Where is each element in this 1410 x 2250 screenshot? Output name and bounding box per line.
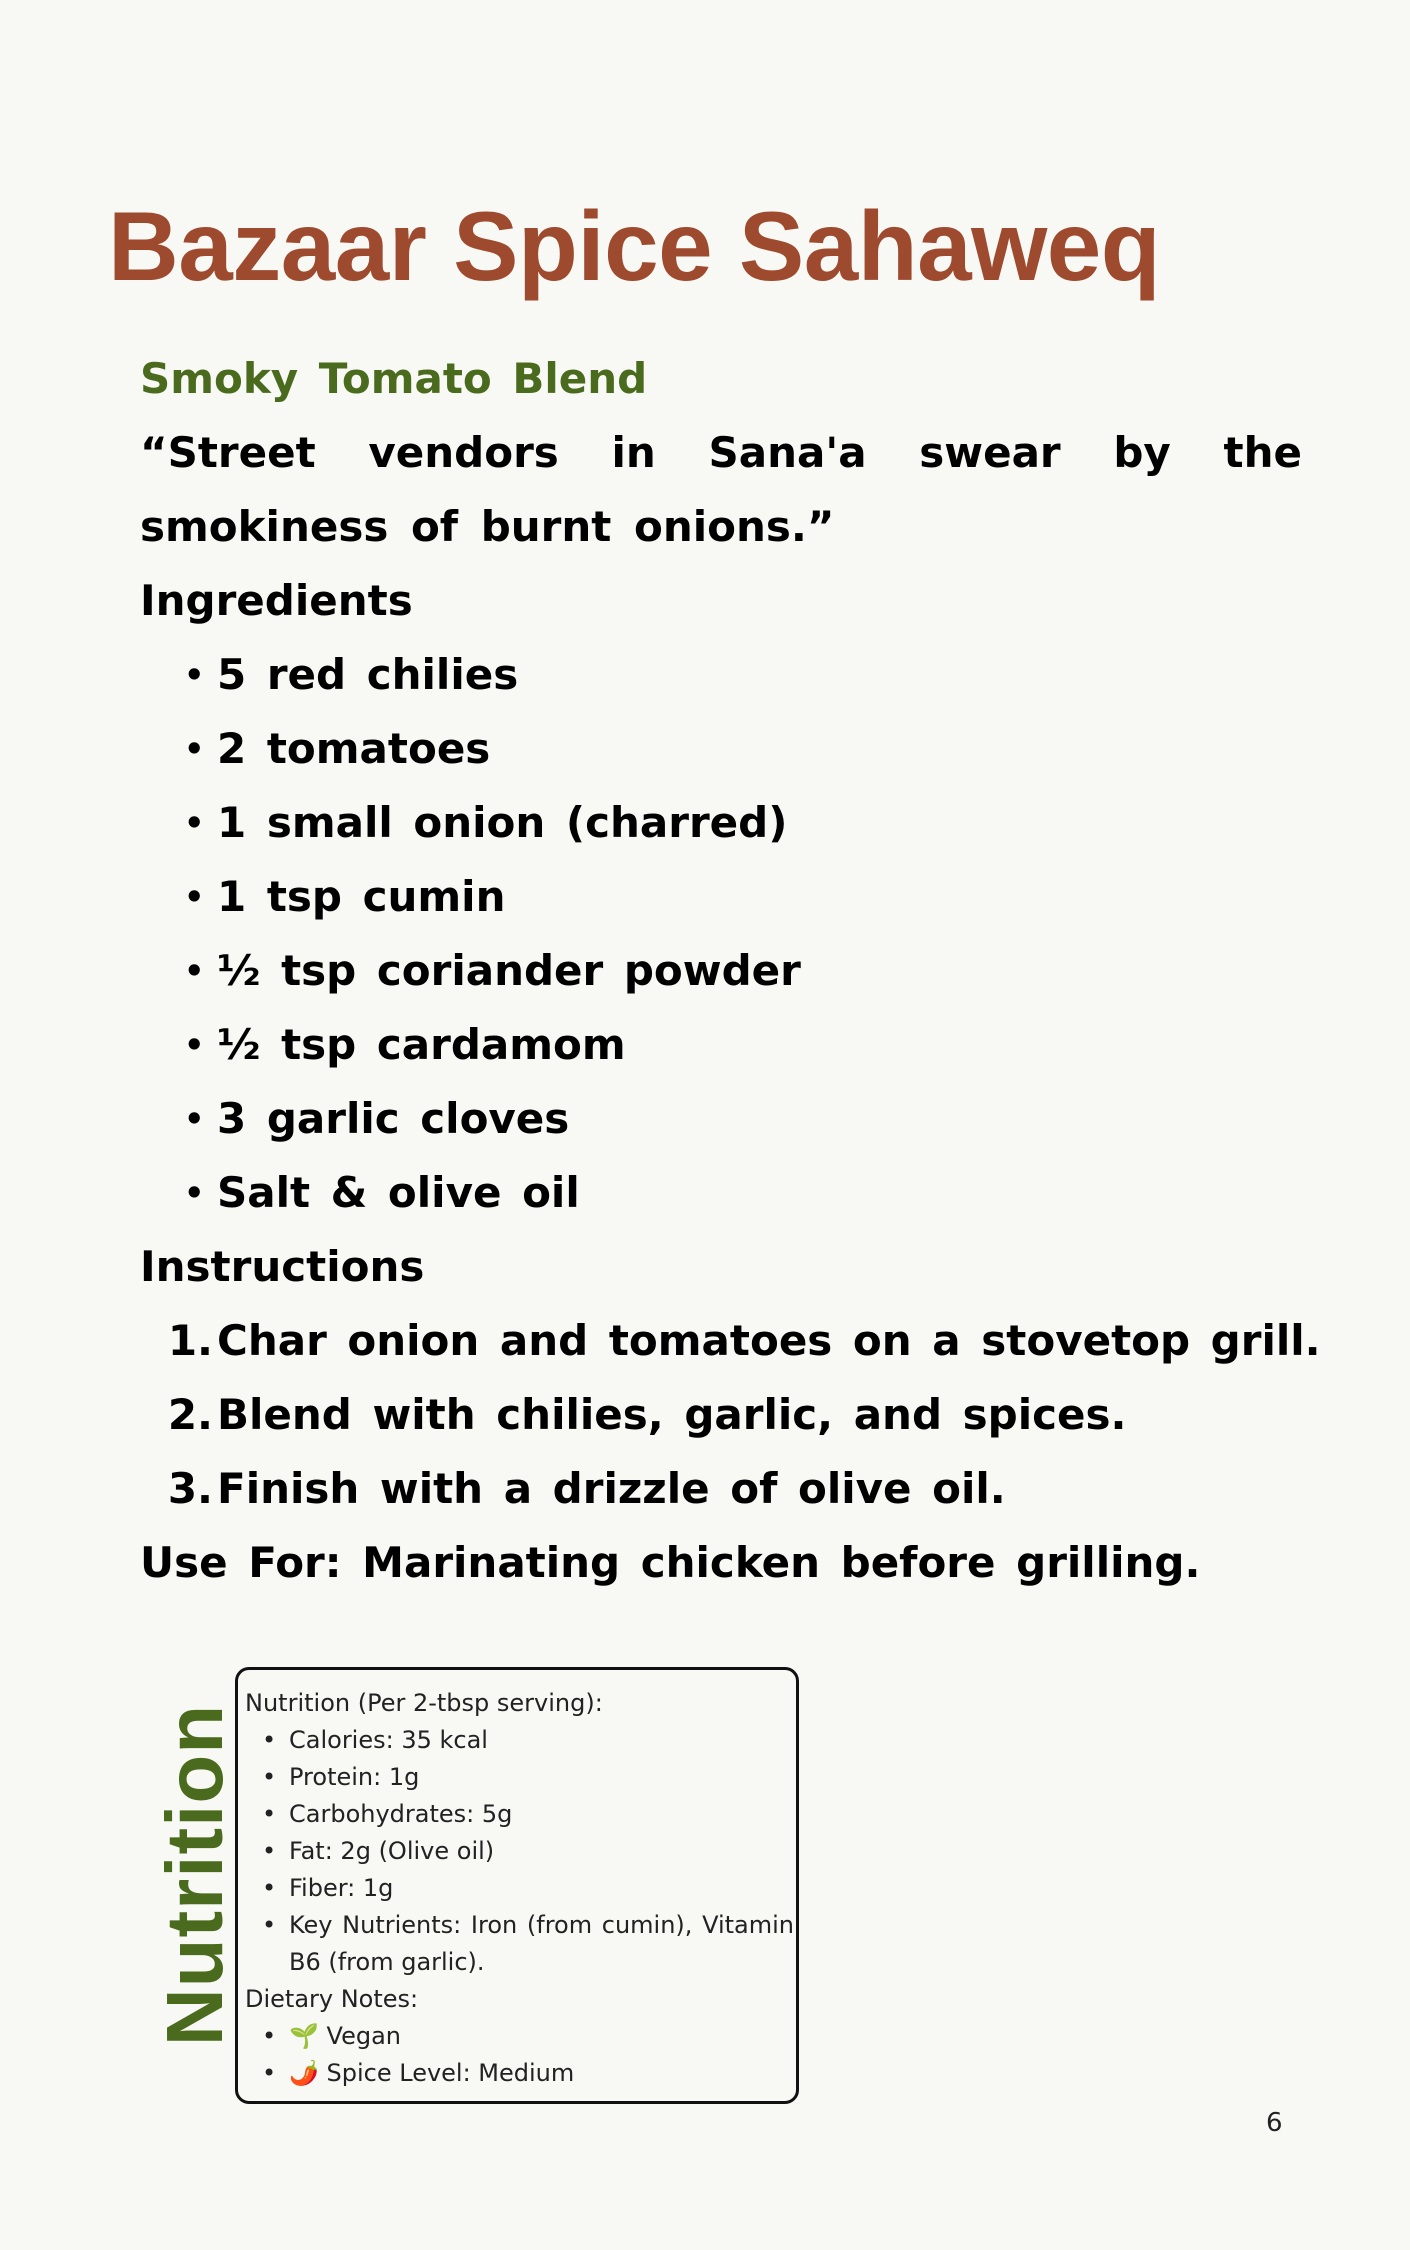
- step-number: 1.: [167, 1316, 213, 1365]
- step-number: 2.: [167, 1390, 213, 1439]
- instruction-step: [140, 1378, 1302, 1452]
- nutrition-item: • Carbohydrates: 5g: [245, 1796, 796, 1833]
- ingredient-item: • 2 tomatoes: [140, 712, 1302, 786]
- recipe-subtitle: Smoky Tomato Blend: [140, 354, 648, 403]
- recipe-quote: “Street vendors in Sana'a swear by the smokiness of burnt onions.”: [140, 428, 1302, 551]
- nutrition-panel: [235, 1667, 799, 2104]
- instructions-heading: Instructions: [140, 1242, 425, 1291]
- nutrition-item: • Key Nutrients: Iron (from cumin), Vitamin B6 (from garlic).: [245, 1907, 796, 1981]
- instructions-list: [140, 1304, 1321, 1526]
- step-text: Blend with chilies, garlic, and spices.: [217, 1390, 1127, 1439]
- page-number: 6: [1266, 2108, 1283, 2138]
- dietary-heading: Dietary Notes:: [245, 1985, 419, 2013]
- step-text: Finish with a drizzle of olive oil.: [217, 1464, 1006, 1513]
- ingredient-item: • 1 small onion (charred): [140, 786, 1302, 860]
- nutrition-side-text: Nutrition: [150, 1703, 239, 2047]
- ingredient-item: • ½ tsp cardamom: [140, 1008, 1302, 1082]
- nutrition-item: • Calories: 35 kcal: [245, 1722, 796, 1759]
- ingredient-item: • 5 red chilies: [140, 638, 1302, 712]
- dietary-item-spice-level: • 🌶️ Spice Level: Medium: [245, 2055, 796, 2092]
- use-for-note: Use For: Marinating chicken before grilling.: [140, 1538, 1201, 1587]
- recipe-title: Bazaar Spice Sahaweq: [108, 191, 1161, 301]
- ingredient-item: • ½ tsp coriander powder: [140, 934, 1302, 1008]
- nutrition-list: [245, 1722, 796, 1981]
- step-number: 3.: [167, 1464, 213, 1513]
- ingredient-item: • Salt & olive oil: [140, 1156, 1302, 1230]
- nutrition-heading: Nutrition (Per 2-tbsp serving):: [245, 1689, 603, 1717]
- nutrition-item: • Fiber: 1g: [245, 1870, 796, 1907]
- ingredient-item: • 3 garlic cloves: [140, 1082, 1302, 1156]
- ingredients-heading: Ingredients: [140, 576, 413, 625]
- instruction-step: [140, 1452, 1302, 1526]
- step-text: Char onion and tomatoes on a stovetop grill.: [217, 1316, 1321, 1365]
- nutrition-item: • Fat: 2g (Olive oil): [245, 1833, 796, 1870]
- nutrition-side-label: [150, 1670, 240, 2080]
- nutrition-item: • Protein: 1g: [245, 1759, 796, 1796]
- recipe-content: [140, 342, 1321, 1600]
- dietary-item-vegan: • 🌱 Vegan: [245, 2018, 796, 2055]
- instruction-step: [140, 1304, 1321, 1378]
- dietary-list: [245, 2018, 796, 2092]
- ingredients-list: [140, 638, 1302, 1230]
- ingredient-item: • 1 tsp cumin: [140, 860, 1302, 934]
